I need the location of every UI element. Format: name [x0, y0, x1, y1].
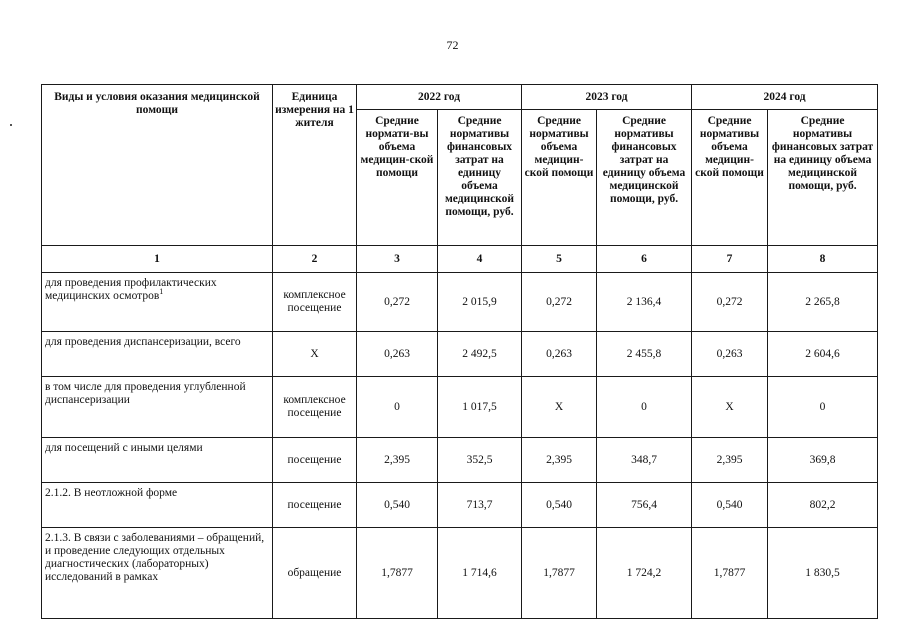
cell-value: 1,7877: [692, 528, 768, 619]
column-number: 8: [768, 246, 878, 273]
row-description: 2.1.2. В неотложной форме: [42, 483, 273, 528]
header-row-years: [42, 85, 878, 110]
row-unit: посещение: [273, 483, 357, 528]
column-number: 7: [692, 246, 768, 273]
cell-value: 0,263: [692, 332, 768, 377]
cell-value: 2 492,5: [438, 332, 522, 377]
cell-value: 352,5: [438, 438, 522, 483]
header-year-2022: 2022 год: [357, 85, 522, 110]
cell-value: 0: [768, 377, 878, 438]
cell-value: 0,272: [357, 273, 438, 332]
cell-value: 2,395: [522, 438, 597, 483]
row-description: для проведения диспансеризации, всего: [42, 332, 273, 377]
scan-mark: [10, 124, 12, 126]
row-description: в том числе для проведения углубленной диспансеризации: [42, 377, 273, 438]
cell-value: 2,395: [357, 438, 438, 483]
cell-value: 2 604,6: [768, 332, 878, 377]
table-row: [42, 377, 878, 438]
footnote-marker: 1: [159, 287, 164, 297]
cell-value: 802,2: [768, 483, 878, 528]
row-description: [42, 273, 273, 332]
cell-value: Х: [692, 377, 768, 438]
cell-value: 713,7: [438, 483, 522, 528]
header-2024-cost: Средние нормативы финансовых затрат на единицу объема медицинской помощи, руб.: [768, 110, 878, 246]
cell-value: 0,272: [522, 273, 597, 332]
row-unit: Х: [273, 332, 357, 377]
row-unit: комплексное посещение: [273, 377, 357, 438]
table-row: [42, 273, 878, 332]
cell-value: 1 017,5: [438, 377, 522, 438]
cell-value: 756,4: [597, 483, 692, 528]
table-row: [42, 438, 878, 483]
cell-value: 0,263: [357, 332, 438, 377]
cell-value: 0,540: [692, 483, 768, 528]
header-kind: Виды и условия оказания медицинской помощи: [42, 85, 273, 246]
header-2022-cost: Средние нормативы финансовых затрат на единицу объема медицинской помощи, руб.: [438, 110, 522, 246]
cell-value: 0,263: [522, 332, 597, 377]
column-number: 1: [42, 246, 273, 273]
cell-value: 0: [597, 377, 692, 438]
cell-value: 0,540: [522, 483, 597, 528]
header-unit: Единица измерения на 1 жителя: [273, 85, 357, 246]
cell-value: Х: [522, 377, 597, 438]
header-2024-volume: Средние нормативы объема медицин-ской помощи: [692, 110, 768, 246]
column-number: 6: [597, 246, 692, 273]
cell-value: 369,8: [768, 438, 878, 483]
column-number: 2: [273, 246, 357, 273]
header-year-2023: 2023 год: [522, 85, 692, 110]
cell-value: 2,395: [692, 438, 768, 483]
header-2023-volume: Средние нормативы объема медицин-ской помощи: [522, 110, 597, 246]
cell-value: 1,7877: [522, 528, 597, 619]
row-unit: комплексное посещение: [273, 273, 357, 332]
table-row: [42, 332, 878, 377]
page-number: 72: [446, 38, 459, 52]
header-2023-cost: Средние нормативы финансовых затрат на единицу объема медицинской помощи, руб.: [597, 110, 692, 246]
row-description-text: для проведения профилактических медицинских осмотров: [45, 277, 217, 302]
cell-value: 2 015,9: [438, 273, 522, 332]
header-year-2024: 2024 год: [692, 85, 878, 110]
cell-value: 348,7: [597, 438, 692, 483]
column-number: 4: [438, 246, 522, 273]
row-description: 2.1.3. В связи с заболеваниями – обращений, и проведение следующих отдельных диагностических (лабораторных) исследований в рамках: [42, 528, 273, 619]
column-number: 5: [522, 246, 597, 273]
column-number-row: [42, 246, 878, 273]
cell-value: 2 455,8: [597, 332, 692, 377]
cell-value: 0,272: [692, 273, 768, 332]
cell-value: 2 136,4: [597, 273, 692, 332]
cell-value: 2 265,8: [768, 273, 878, 332]
column-number: 3: [357, 246, 438, 273]
cell-value: 1,7877: [357, 528, 438, 619]
row-unit: посещение: [273, 438, 357, 483]
row-description: для посещений с иными целями: [42, 438, 273, 483]
cell-value: 1 830,5: [768, 528, 878, 619]
header-2022-volume: Средние нормати-вы объема медицин-ской помощи: [357, 110, 438, 246]
row-unit: обращение: [273, 528, 357, 619]
norms-table: [41, 84, 878, 619]
cell-value: 0: [357, 377, 438, 438]
cell-value: 1 714,6: [438, 528, 522, 619]
cell-value: 0,540: [357, 483, 438, 528]
table-row: [42, 483, 878, 528]
table-row: [42, 528, 878, 619]
cell-value: 1 724,2: [597, 528, 692, 619]
